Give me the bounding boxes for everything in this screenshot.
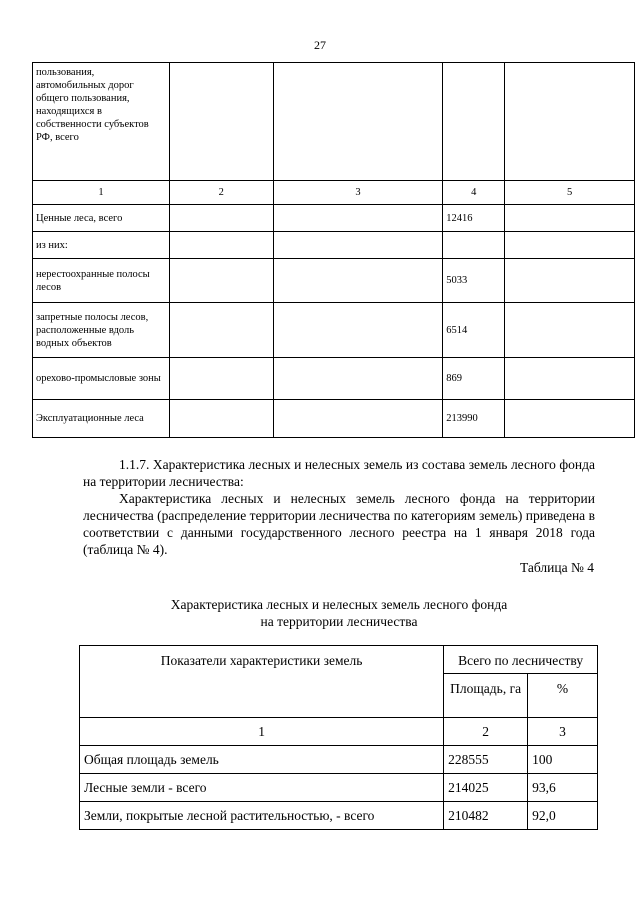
column-number: 4 xyxy=(443,181,505,205)
row-label: Земли, покрытые лесной растительностью, - всего xyxy=(80,802,444,830)
column-number: 3 xyxy=(528,718,598,746)
row-area: 228555 xyxy=(444,746,528,774)
table-row xyxy=(33,181,635,205)
row-area: 210482 xyxy=(444,802,528,830)
table-header-row xyxy=(80,646,598,674)
row-percent: 92,0 xyxy=(528,802,598,830)
body-paragraph: Характеристика лесных и нелесных земель лесного фонда на территории лесничества (распределение территории лесничества по категориям земель) приведена в соответствии с данными государственного лесного реестра на 1 января 2018 года (таблица № 4). xyxy=(83,491,595,557)
page-number: 27 xyxy=(314,38,326,52)
column-number: 2 xyxy=(444,718,528,746)
column-number: 2 xyxy=(169,181,273,205)
table-row xyxy=(33,303,635,358)
section-heading: 1.1.7. Характеристика лесных и нелесных земель из состава земель лесного фонда на территории лесничества: xyxy=(83,457,595,489)
row-value: 6514 xyxy=(443,303,505,358)
table-caption: Характеристика лесных и нелесных земель лесного фонда на территории лесничества xyxy=(170,597,508,629)
row-label: орехово-промысловые зоны xyxy=(33,358,170,400)
column-number: 5 xyxy=(505,181,635,205)
table-row xyxy=(33,358,635,400)
row-label: Общая площадь земель xyxy=(80,746,444,774)
row-percent: 100 xyxy=(528,746,598,774)
row-label: нерестоохранные полосы лесов xyxy=(33,259,170,303)
row-area: 214025 xyxy=(444,774,528,802)
row-label: из них: xyxy=(33,232,170,259)
table-row xyxy=(80,774,598,802)
row-percent: 93,6 xyxy=(528,774,598,802)
table-label: Таблица № 4 xyxy=(520,560,594,575)
row-label: запретные полосы лесов, расположенные вдоль водных объектов xyxy=(33,303,170,358)
land-category-table xyxy=(32,62,635,438)
row-value: 213990 xyxy=(443,400,505,438)
column-number: 1 xyxy=(33,181,170,205)
table-row xyxy=(80,802,598,830)
table-row xyxy=(33,232,635,259)
header-percent: % xyxy=(528,674,598,718)
row-value: 869 xyxy=(443,358,505,400)
table-row xyxy=(80,718,598,746)
land-characteristics-table xyxy=(79,645,598,830)
table-row xyxy=(33,259,635,303)
table-row xyxy=(80,746,598,774)
row-value: 5033 xyxy=(443,259,505,303)
table-cell: пользования, автомобильных дорог общего пользования, находящихся в собственности субъектов РФ, всего xyxy=(33,63,170,181)
table-row xyxy=(33,400,635,438)
row-label: Ценные леса, всего xyxy=(33,205,170,232)
header-total: Всего по лесничеству xyxy=(444,646,598,674)
row-value: 12416 xyxy=(443,205,505,232)
header-indicators: Показатели характеристики земель xyxy=(80,646,444,718)
column-number: 3 xyxy=(273,181,443,205)
row-label: Лесные земли - всего xyxy=(80,774,444,802)
column-number: 1 xyxy=(80,718,444,746)
row-label: Эксплуатационные леса xyxy=(33,400,170,438)
table-row xyxy=(33,205,635,232)
table-row xyxy=(33,63,635,181)
header-area: Площадь, га xyxy=(444,674,528,718)
